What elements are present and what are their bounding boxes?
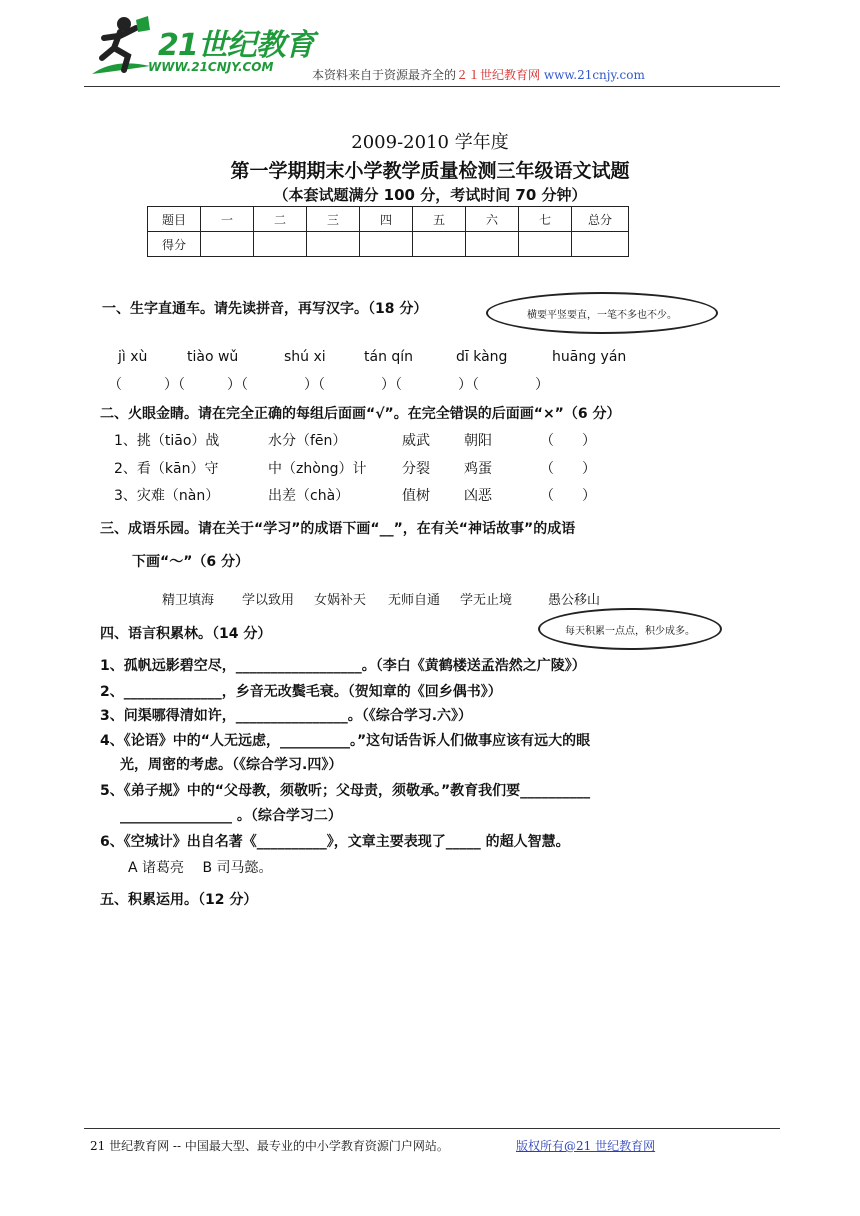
section2-row2-col4: 鸡蛋 <box>464 461 492 477</box>
score-input-cell[interactable] <box>307 232 360 257</box>
section2-row1-col2: 水分（fēn） <box>268 433 347 449</box>
section2-row1-col1: 1、挑（tiāo）战 <box>114 433 220 449</box>
fill-blank-item[interactable]: 1、孤帆远影碧空尽，__________________。（李白《黄鹤楼送孟浩然之广陵》） <box>100 658 586 674</box>
section4-tip-text: 每天积累一点点，积少成多。 <box>565 625 695 637</box>
section3-heading-line2: 下画“～”（6 分） <box>132 554 250 570</box>
score-input-cell[interactable] <box>201 232 254 257</box>
section4-heading: 四、语言积累林。（14 分） <box>100 626 272 642</box>
section2-row3-col4: 凶恶 <box>464 488 492 504</box>
score-table-cell: 得分 <box>148 232 201 257</box>
score-table-cell: 七 <box>519 207 572 232</box>
choice-options: A 诸葛亮 B 司马懿。 <box>128 860 273 876</box>
score-table <box>147 206 629 257</box>
header-note-url[interactable]: www.21cnjy.com <box>543 68 645 82</box>
pinyin-item: shú xi <box>284 349 326 365</box>
logo-url: WWW.21CNJY.COM <box>148 60 274 74</box>
section4-tip-bubble <box>538 608 722 650</box>
pinyin-item: tiào wǔ <box>187 349 239 365</box>
fill-blank-item[interactable]: 5、《弟子规》中的“父母教，须敬听；父母责，须敬承。”教育我们要__________ <box>100 783 591 799</box>
footer-divider <box>84 1128 780 1129</box>
score-table-cell: 六 <box>466 207 519 232</box>
pinyin-item: tán qín <box>364 349 414 365</box>
fill-blank-item[interactable]: 2、______________，乡音无改鬓毛衰。（贺知章的《回乡偶书》） <box>100 684 502 700</box>
header-note-site-name: ２１世纪教育网 <box>456 68 541 82</box>
header-note <box>312 66 645 83</box>
section2-row3-col3: 值树 <box>402 488 430 504</box>
section2-row2-col2: 中（zhòng）计 <box>268 461 367 477</box>
score-table-cell: 五 <box>413 207 466 232</box>
idiom-item: 学以致用 <box>242 593 295 608</box>
fill-blank-item[interactable]: ________________ 。（综合学习二） <box>120 808 342 824</box>
idiom-item: 女娲补天 <box>314 593 367 608</box>
site-logo <box>84 14 314 86</box>
section1-tip-text: 横要平竖要直，一笔不多也不少。 <box>527 309 677 321</box>
fill-blank-item[interactable]: 3、问渠哪得清如许，________________。（《综合学习.六》） <box>100 708 473 724</box>
score-input-cell[interactable] <box>413 232 466 257</box>
logo-text: 21世纪教育 <box>158 28 314 63</box>
section2-row3-col1: 3、灾难（nàn） <box>114 488 220 504</box>
pinyin-item: dī kàng <box>456 349 508 365</box>
exam-subtitle: （本套试题满分 100 分，考试时间 70 分钟） <box>273 186 587 204</box>
section3-heading-line1: 三、成语乐园。请在关于“学习”的成语下画“__”，在有关“神话故事”的成语 <box>100 521 576 537</box>
section2-row2-col1: 2、看（kān）守 <box>114 461 219 477</box>
score-input-cell[interactable] <box>519 232 572 257</box>
score-table-cell: 二 <box>254 207 307 232</box>
score-input-cell[interactable] <box>466 232 519 257</box>
section2-row3-answer[interactable]: （ ） <box>540 488 596 504</box>
idiom-item: 愚公移山 <box>548 593 601 608</box>
section2-row2-answer[interactable]: （ ） <box>540 461 596 477</box>
score-table-cell: 总分 <box>572 207 629 232</box>
score-table-score-row <box>148 232 629 257</box>
section2-row2-col3: 分裂 <box>402 461 430 477</box>
idiom-item: 无师自通 <box>388 593 441 608</box>
score-input-cell[interactable] <box>572 232 629 257</box>
idiom-item: 学无止境 <box>460 593 513 608</box>
score-table-header-row <box>148 207 629 232</box>
section2-row3-col2: 出差（chà） <box>268 488 350 504</box>
score-table-cell: 题目 <box>148 207 201 232</box>
section2-heading: 二、火眼金睛。请在完全正确的每组后面画“√”。在完全错误的后面画“×”（6 分） <box>100 406 621 422</box>
header-divider <box>84 86 780 87</box>
fill-blank-item[interactable]: 4、《论语》中的“人无远虑，__________。”这句话告诉人们做事应该有远大的眼 <box>100 733 591 749</box>
score-table-cell: 一 <box>201 207 254 232</box>
answer-blanks-row[interactable]: （ ）（ ）（ ）（ ）（ ）（ ） <box>108 377 549 393</box>
section1-tip-bubble <box>486 292 718 334</box>
header-note-prefix: 本资料来自于资源最齐全的 <box>312 68 457 82</box>
exam-title: 第一学期期末小学教学质量检测三年级语文试题 <box>230 160 630 182</box>
pinyin-item: huāng yán <box>552 349 627 365</box>
section2-row1-col3: 威武 <box>402 433 430 449</box>
fill-blank-item[interactable]: 6、《空城计》出自名著《__________》，文章主要表现了_____ 的超人智慧。 <box>100 834 570 850</box>
score-input-cell[interactable] <box>360 232 413 257</box>
exam-year-title: 2009-2010 学年度 <box>351 132 509 153</box>
section1-heading: 一、生字直通车。请先读拼音，再写汉字。（18 分） <box>102 301 428 317</box>
footer-text: 21 世纪教育网 -- 中国最大型、最专业的中小学教育资源门户网站。 <box>90 1139 449 1153</box>
section2-row1-col4: 朝阳 <box>464 433 492 449</box>
pinyin-item: jì xù <box>118 349 148 365</box>
footer-copyright-link[interactable]: 版权所有@21 世纪教育网 <box>516 1139 656 1153</box>
score-table-cell: 四 <box>360 207 413 232</box>
running-figure-icon <box>84 14 164 86</box>
fill-blank-item: 光，周密的考虑。（《综合学习.四》） <box>120 757 343 773</box>
idiom-item: 精卫填海 <box>162 593 215 608</box>
section2-row1-answer[interactable]: （ ） <box>540 433 596 449</box>
score-input-cell[interactable] <box>254 232 307 257</box>
section5-heading: 五、积累运用。（12 分） <box>100 892 258 908</box>
score-table-cell: 三 <box>307 207 360 232</box>
